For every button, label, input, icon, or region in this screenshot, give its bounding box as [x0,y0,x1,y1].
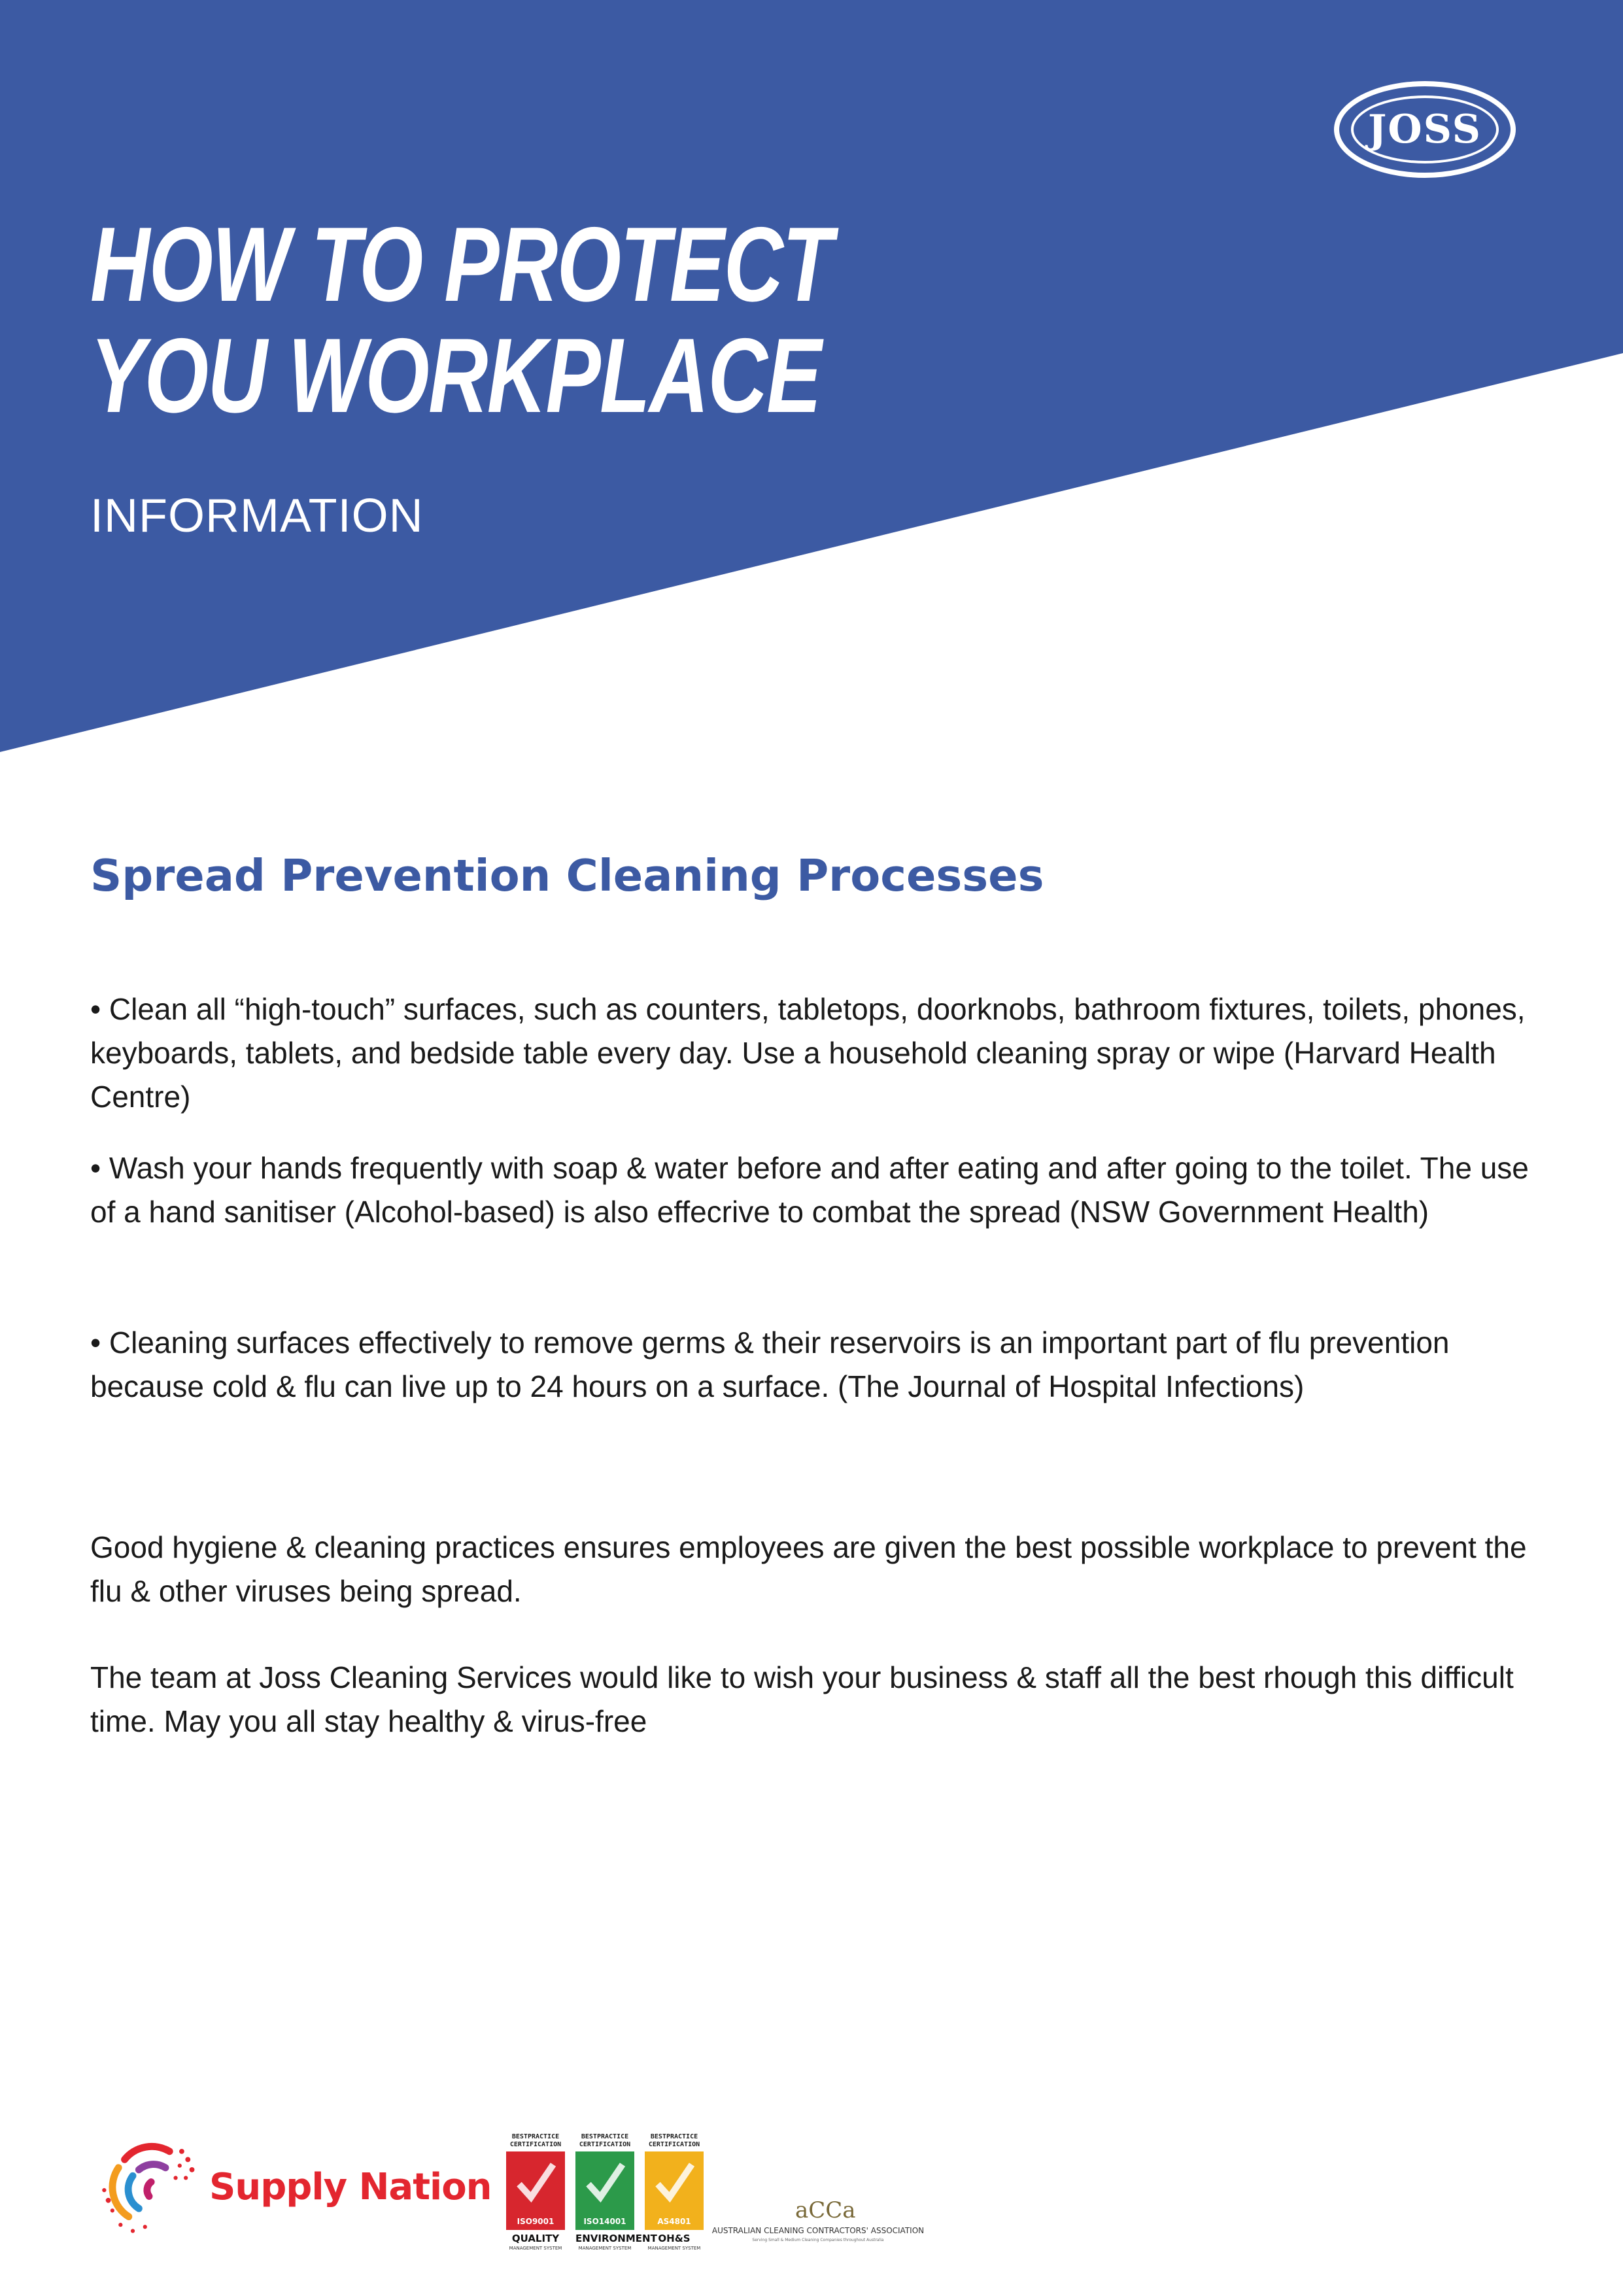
acca-tagline: Serving Small & Medium Cleaning Companies throughout Australia [752,2238,884,2242]
badge-system: MANAGEMENT SYSTEM [647,2246,701,2251]
acca-mark: aCCa [795,2197,856,2223]
iso9001-quality-badge [506,2133,565,2264]
page-title: HOW TO PROTECT YOU WORKPLACE [90,205,832,435]
paragraph-closing-wishes: The team at Joss Cleaning Services would like to wish your business & staff all the best rhough this difficult time. May you all stay healthy & virus-free [90,1660,1514,1738]
badge-color-block [506,2151,565,2230]
badge-caption: CERTIFICATION [579,2141,631,2148]
bullet-hand-washing: • Wash your hands frequently with soap & water before and after eating and after going to the toilet. The use of a hand sanitiser (Alcohol-based) is also effecrive to combat the spread (NSW Government Health) [90,1151,1529,1229]
footer-logos [0,2125,1623,2295]
badge-color-block [575,2151,634,2230]
badge-caption: CERTIFICATION [648,2141,700,2148]
check-arrow-icon [575,2151,634,2210]
as4801-ohs-badge [645,2133,704,2264]
bullet-high-touch-surfaces: • Clean all “high-touch” surfaces, such as counters, tabletops, doorknobs, bathroom fixtures, toilets, phones, keyboards, tablets, and bedside table every day. Use a household cleaning spray or wipe (Harvard Health Centre) [90,992,1526,1114]
badge-label: OH&S [658,2233,691,2244]
badge-caption: BESTPRACTICE [511,2133,560,2140]
badge-label: ENVIRONMENT [575,2233,657,2244]
acca-name: AUSTRALIAN CLEANING CONTRACTORS' ASSOCIATION [711,2226,925,2235]
bullet-surface-cleaning: • Cleaning surfaces effectively to remove germs & their reservoirs is an important part of flu prevention because cold & flu can live up to 24 hours on a surface. (The Journal of Hospital Infections) [90,1326,1450,1403]
check-arrow-icon [645,2151,704,2210]
acca-logo [710,2197,926,2250]
badge-system: MANAGEMENT SYSTEM [578,2246,632,2251]
badge-standard: ISO9001 [517,2217,555,2226]
check-arrow-icon [506,2151,565,2210]
page-subtitle: INFORMATION [90,490,424,542]
badge-caption: CERTIFICATION [509,2141,562,2148]
iso14001-environment-badge [575,2133,657,2264]
badge-standard: AS4801 [657,2217,691,2226]
joss-logo-text: JOSS [1368,107,1482,152]
badge-system: MANAGEMENT SYSTEM [509,2246,562,2251]
joss-logo [1334,81,1516,178]
badge-color-block [645,2151,704,2230]
badge-caption: BESTPRACTICE [650,2133,698,2140]
badge-caption: BESTPRACTICE [581,2133,629,2140]
supply-nation-logo-icon [98,2137,200,2239]
badge-standard: ISO14001 [583,2217,626,2226]
section-heading: Spread Prevention Cleaning Processes [90,850,1044,901]
badge-label: QUALITY [511,2233,560,2244]
supply-nation-label: Supply Nation [209,2166,492,2208]
paragraph-good-hygiene: Good hygiene & cleaning practices ensures employees are given the best possible workplace to prevent the flu & other viruses being spread. [90,1530,1527,1608]
